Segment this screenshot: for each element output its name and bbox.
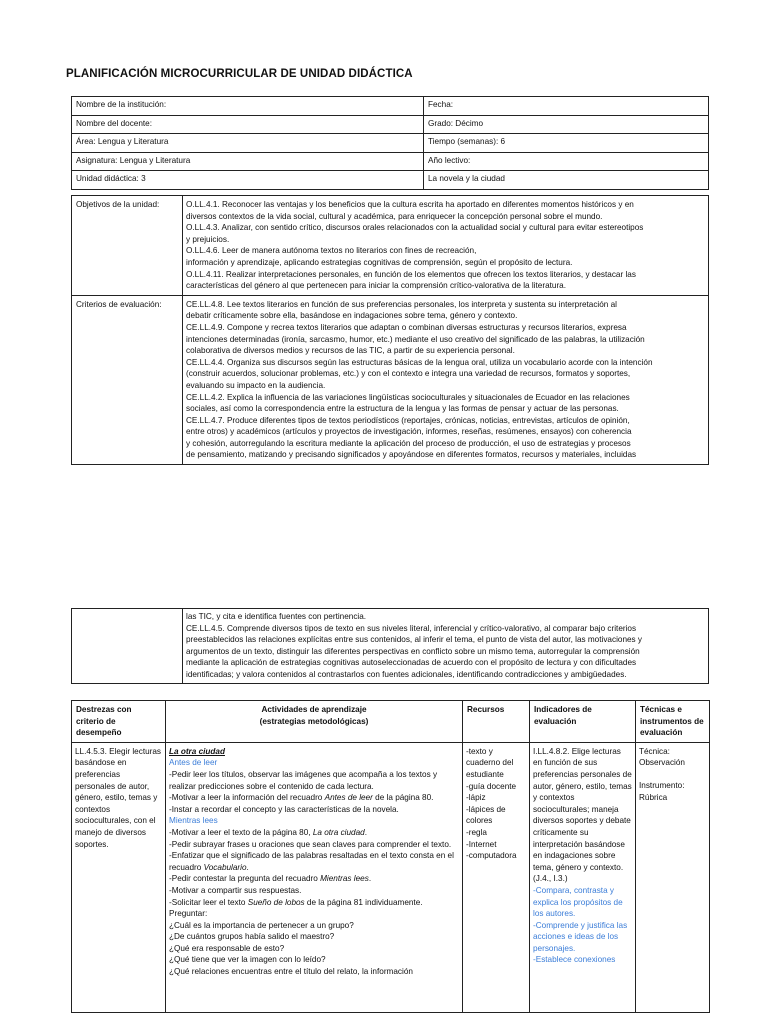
resource-item: -texto y cuaderno del estudiante [466,746,514,779]
objectives-label: Objetivos de la unidad: [72,196,183,296]
tecnicas-cell [636,742,710,1012]
activity-line: -Motivar a compartir sus respuestas. [169,885,302,895]
empty-cell [72,609,183,684]
indicator-bullet: -Establece conexiones [533,955,616,965]
teacher-cell: Nombre del docente: [72,115,424,134]
table-row [72,295,709,464]
actividades-cell [166,742,463,1012]
criteria-line: las TIC, y cita e identifica fuentes con pertinencia. [186,612,367,621]
header-actividades-title: Actividades de aprendizaje [261,705,367,714]
technique-text: Técnica: Observación [639,746,685,768]
indicator-bullet: -Compara, contrasta y explica los propósitos de los autores. [533,885,623,919]
table-row [72,97,709,116]
criteria-continued-text [183,609,709,684]
spacer [639,769,706,780]
unit-title-cell: La novela y la ciudad [424,171,709,190]
subject-cell: Asignatura: Lengua y Literatura [72,152,424,171]
criteria-line: CE.LL.4.5. Comprende diversos tipos de texto en sus niveles literal, inferencial y crítico-valorativo, al comparar bajo criterios [186,623,637,633]
indicator-text: I.LL.4.8.2. Elige lecturas en función de sus preferencias personales de autor, género, estilo, temas y contextos socioculturales; maneja diversos soportes y debate críticamente su interpretación basándose en indagaciones sobre tema, género y contexto. (J.4., I.3.) [533,746,632,884]
question-line: ¿Qué era responsable de esto? [169,943,285,953]
question-line: ¿De cuántos grupos había salido el maestro? [169,932,335,942]
table-row [72,152,709,171]
destreza-cell [72,742,166,1012]
instrument-text: Instrumento: Rúbrica [639,780,685,802]
activity-line: -Solicitar leer el texto Sueño de lobos de la página 81 individuamente. [169,897,423,907]
header-actividades-subtitle: (estrategias metodológicas) [259,716,369,726]
indicator-bullet: -Comprende y justifica las acciones e ideas de los personajes. [533,920,628,953]
criteria-line: debatir críticamente sobre ella, basándose en indagaciones sobre tema, género y contexto. [186,311,518,321]
activities-table [71,700,710,1013]
objective-line: diversos contextos de la vida social, cultural y académica, para enriquecer la concepción personal sobre el mundo. [186,211,603,221]
indicadores-cell [530,742,636,1012]
activity-line: -Pedir leer los títulos, observar las imágenes que acompaña a los textos y realizar predicciones sobre el contenido de cada lectura. [169,769,438,791]
objectives-text [183,196,709,296]
destreza-text: LL.4.5.3. Elegir lecturas basándose en preferencias personales de autor, género, estilo, temas y contextos socioculturales, con el manejo de diversos soportes. [75,746,162,849]
criteria-line: y cohesión, autorregulando la escritura mediante la aplicación del proceso de producción, el uso de estrategias y procesos [186,438,631,448]
header-indicadores: Indicadores de evaluación [530,701,636,743]
activity-line: -Motivar a leer la información del recuadro Antes de leer de la página 80. [169,793,434,803]
criteria-line: CE.LL.4.4. Organiza sus discursos según las estructuras básicas de la lengua oral, utiliza un vocabulario acorde con la intención [186,357,653,367]
header-actividades [166,701,463,743]
resource-item: -computadora [466,851,517,861]
header-recursos: Recursos [463,701,530,743]
unit-cell: Unidad didáctica: 3 [72,171,424,190]
criteria-continued-table [71,608,709,684]
criteria-line: intenciones determinadas (ironía, sarcasmo, humor, etc.) mediante el uso creativo del significado de las palabras, la utilización [186,334,645,344]
criteria-label: Criterios de evaluación: [72,295,183,464]
objectives-criteria-table [71,195,709,465]
resource-item: -lápiz [466,793,486,803]
criteria-line: CE.LL.4.9. Compone y recrea textos literarios que adaptan o combinan diversas estructuras y recursos literarios, expresa [186,322,627,332]
question-line: ¿Qué tiene que ver la imagen con lo leído? [169,955,326,965]
antes-de-leer-label: Antes de leer [169,758,218,768]
objective-line: información y aprendizaje, aplicando estrategias cognitivas de comprensión, según el propósito de lectura. [186,257,573,267]
table-row [72,134,709,153]
resource-item: -guía docente [466,781,517,791]
table-row [72,196,709,296]
header-row [72,701,710,743]
table-row [72,171,709,190]
time-cell: Tiempo (semanas): 6 [424,134,709,153]
criteria-line: CE.LL.4.8. Lee textos literarios en función de sus preferencias personales, los interpreta y sustenta su interpretación al [186,299,617,309]
mientras-lees-label: Mientras lees [169,816,218,826]
recursos-cell [463,742,530,1012]
criteria-line: evaluando su impacto en la audiencia. [186,380,326,390]
criteria-line: entre otros) y académicos (artículos y proyectos de investigación, informes, reseñas, resúmenes, ensayos) con coherencia [186,427,632,437]
criteria-line: preestablecidos las relaciones explícitas entre sus contenidos, al inferir el tema, el punto de vista del autor, las motivaciones y [186,635,643,645]
school-year-cell: Año lectivo: [424,152,709,171]
activity-line: -Instar a recordar el concepto y las características de la novela. [169,804,399,814]
info-table [71,96,709,190]
institution-cell: Nombre de la institución: [72,97,424,116]
activity-line: -Motivar a leer el texto de la página 80, La otra ciudad. [169,827,368,837]
question-line: ¿Cuál es la importancia de pertenecer a un grupo? [169,920,354,930]
question-line: ¿Qué relaciones encuentras entre el título del relato, la información [169,967,413,977]
question-line: Preguntar: [169,909,208,919]
objective-line: O.LL.4.11. Realizar interpretaciones personales, en función de los elementos que ofrecen los textos literarios, y destacar las [186,269,636,279]
activity-line: -Enfatizar que el significado de las palabras resaltadas en el texto consta en el recuadro Vocabulario. [169,851,454,872]
criteria-line: identificadas; y valora contenidos al contrastarlos con fuentes adicionales, identificando contradicciones y ambigüedades. [186,669,627,679]
header-tecnicas: Técnicas e instrumentos de evaluación [636,701,710,743]
criteria-line: colaborativa de diversos medios y recursos de las TIC, a partir de su experiencia personal. [186,346,515,356]
resource-item: -Internet [466,839,497,849]
activity-line: -Pedir subrayar frases u oraciones que sean claves para comprender el texto. [169,839,452,849]
table-row [72,115,709,134]
header-destrezas: Destrezas con criterio de desempeño [72,701,166,743]
table-row [72,609,709,684]
criteria-line: mediante la aplicación de estrategias cognitivas autoseleccionadas de acuerdo con el propósito de lectura y con dificultades [186,658,637,668]
activity-line: -Pedir contestar la pregunta del recuadro Mientras lees. [169,874,372,884]
resource-item: -lápices de colores [466,804,506,826]
objective-line: O.LL.4.1. Reconocer las ventajas y los beneficios que la cultura escrita ha aportado en diferentes momentos históricos y en [186,200,634,209]
criteria-line: argumentos de un texto, distinguir las diferentes perspectivas en conflicto sobre un mismo tema, autorregular la comprensión [186,646,640,656]
criteria-line: CE.LL.4.2. Explica la influencia de las variaciones lingüísticas socioculturales y situacionales de Ecuador en las relaciones [186,392,630,402]
resource-item: -regla [466,827,487,837]
criteria-line: CE.LL.4.7. Produce diferentes tipos de textos periodísticos (reportajes, crónicas, noticias, entrevistas, artículos de opinión, [186,415,630,425]
criteria-text [183,295,709,464]
grade-cell: Grado: Décimo [424,115,709,134]
criteria-line: (construir acuerdos, solucionar problemas, etc.) y con el contexto e integra una variedad de recursos, formatos y soportes, [186,369,631,379]
criteria-line: de pensamiento, matizando y precisando significados y apoyándose en diferentes formatos, recursos y materiales, incluidas [186,450,637,460]
activity-heading: La otra ciudad [169,746,225,756]
area-cell: Área: Lengua y Literatura [72,134,424,153]
criteria-line: sociales, así como la correspondencia entre la estructura de la lengua y las formas de pensar y actuar de las personas. [186,404,619,414]
objective-line: y prejuicios. [186,234,230,244]
objective-line: O.LL.4.6. Leer de manera autónoma textos no literarios con fines de recreación, [186,246,477,256]
page-title: PLANIFICACIÓN MICROCURRICULAR DE UNIDAD DIDÁCTICA [66,68,413,80]
objective-line: características del género al que pertenecen para iniciar la comprensión crítico-valorativa de la literatura. [186,281,567,291]
objective-line: O.LL.4.3. Analizar, con sentido crítico, discursos orales relacionados con la actualidad social y cultural para evitar estereotipos [186,223,644,233]
date-cell: Fecha: [424,97,709,116]
table-row [72,742,710,1012]
